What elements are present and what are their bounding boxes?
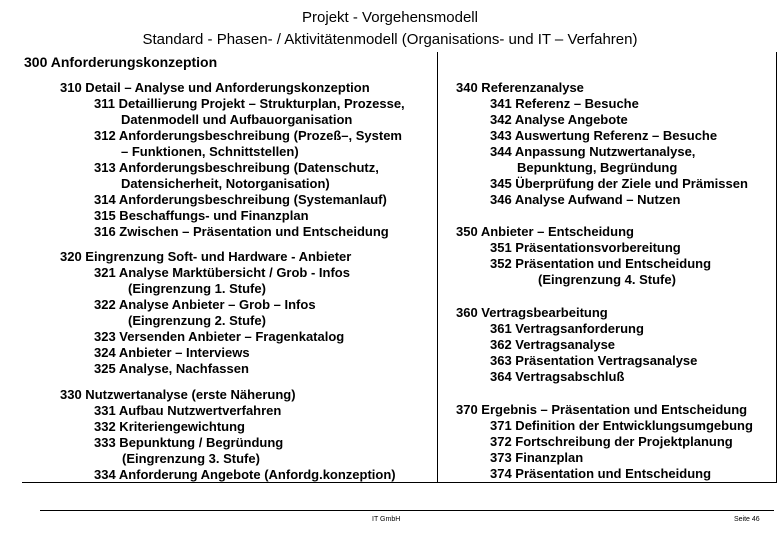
list-item: 325 Analyse, Nachfassen [94, 361, 249, 376]
list-item: 312 Anforderungsbeschreibung (Prozeß–, System [94, 128, 402, 143]
block-340-heading: 340 Referenzanalyse [456, 80, 584, 95]
list-item: 334 Anforderung Angebote (Anfordg.konzeption) [94, 467, 396, 482]
list-item: Datensicherheit, Notorganisation) [121, 176, 330, 191]
column-divider [437, 52, 438, 482]
list-item: 316 Zwischen – Präsentation und Entscheidung [94, 224, 389, 239]
list-item: 364 Vertragsabschluß [490, 369, 625, 384]
block-360-heading: 360 Vertragsbearbeitung [456, 305, 608, 320]
list-item: 351 Präsentationsvorbereitung [490, 240, 681, 255]
list-item: 322 Analyse Anbieter – Grob – Infos [94, 297, 316, 312]
list-item: 315 Beschaffungs- und Finanzplan [94, 208, 309, 223]
block-370 [456, 402, 753, 482]
block-330 [60, 387, 396, 483]
list-item: 332 Kriteriengewichtung [94, 419, 245, 434]
list-item: 311 Detaillierung Projekt – Strukturplan, Prozesse, [94, 96, 405, 111]
block-310-heading: 310 Detail – Analyse und Anforderungskonzeption [60, 80, 370, 95]
list-item: 324 Anbieter – Interviews [94, 345, 250, 360]
footer-page-number: Seite 46 [734, 516, 760, 523]
list-item: 371 Definition der Entwicklungsumgebung [490, 418, 753, 433]
block-360 [456, 305, 697, 385]
list-item: 374 Präsentation und Entscheidung [490, 466, 712, 481]
block-330-heading: 330 Nutzwertanalyse (erste Näherung) [60, 387, 296, 402]
page-subtitle: Standard - Phasen- / Aktivitätenmodell (Organisations- und IT – Verfahren) [142, 31, 638, 48]
footer-rule [40, 510, 774, 511]
block-370-heading: 370 Ergebnis – Präsentation und Entscheidung [456, 402, 748, 417]
list-item: 345 Überprüfung der Ziele und Prämissen [490, 176, 748, 191]
list-item: 373 Finanzplan [490, 450, 584, 465]
page-title: Projekt - Vorgehensmodell [302, 9, 478, 26]
block-340 [456, 80, 748, 208]
list-item: 333 Bepunktung / Begründung [94, 435, 284, 450]
list-item: 331 Aufbau Nutzwertverfahren [94, 403, 282, 418]
list-item: 321 Analyse Marktübersicht / Grob - Infos [94, 265, 350, 280]
block-320-heading: 320 Eingrenzung Soft- und Hardware - Anbieter [60, 249, 352, 264]
right-border [776, 52, 777, 482]
list-item: 352 Präsentation und Entscheidung [490, 256, 712, 271]
list-item: 372 Fortschreibung der Projektplanung [490, 434, 733, 449]
list-item: 361 Vertragsanforderung [490, 321, 644, 336]
section-heading: 300 Anforderungskonzeption [24, 54, 218, 70]
list-item: 344 Anpassung Nutzwertanalyse, [490, 144, 696, 159]
list-item: 323 Versenden Anbieter – Fragenkatalog [94, 329, 345, 344]
list-item: Datenmodell und Aufbauorganisation [121, 112, 353, 127]
list-item: 314 Anforderungsbeschreibung (Systemanlauf) [94, 192, 387, 207]
list-item: 343 Auswertung Referenz – Besuche [490, 128, 718, 143]
list-item: 341 Referenz – Besuche [490, 96, 639, 111]
list-item: 346 Analyse Aufwand – Nutzen [490, 192, 681, 207]
block-320 [60, 249, 351, 377]
block-350-heading: 350 Anbieter – Entscheidung [456, 224, 634, 239]
block-350 [456, 224, 711, 288]
list-item: (Eingrenzung 1. Stufe) [128, 281, 266, 296]
list-item: 362 Vertragsanalyse [490, 337, 616, 352]
list-item: (Eingrenzung 2. Stufe) [128, 313, 266, 328]
list-item: (Eingrenzung 3. Stufe) [122, 451, 260, 466]
list-item: (Eingrenzung 4. Stufe) [538, 272, 676, 287]
list-item: 363 Präsentation Vertragsanalyse [490, 353, 698, 368]
list-item: 342 Analyse Angebote [490, 112, 628, 127]
list-item: – Funktionen, Schnittstellen) [121, 144, 299, 159]
list-item: Bepunktung, Begründung [517, 160, 678, 175]
list-item: 313 Anforderungsbeschreibung (Datenschutz, [94, 160, 379, 175]
footer-company: IT GmbH [372, 516, 401, 523]
block-310 [60, 80, 405, 240]
